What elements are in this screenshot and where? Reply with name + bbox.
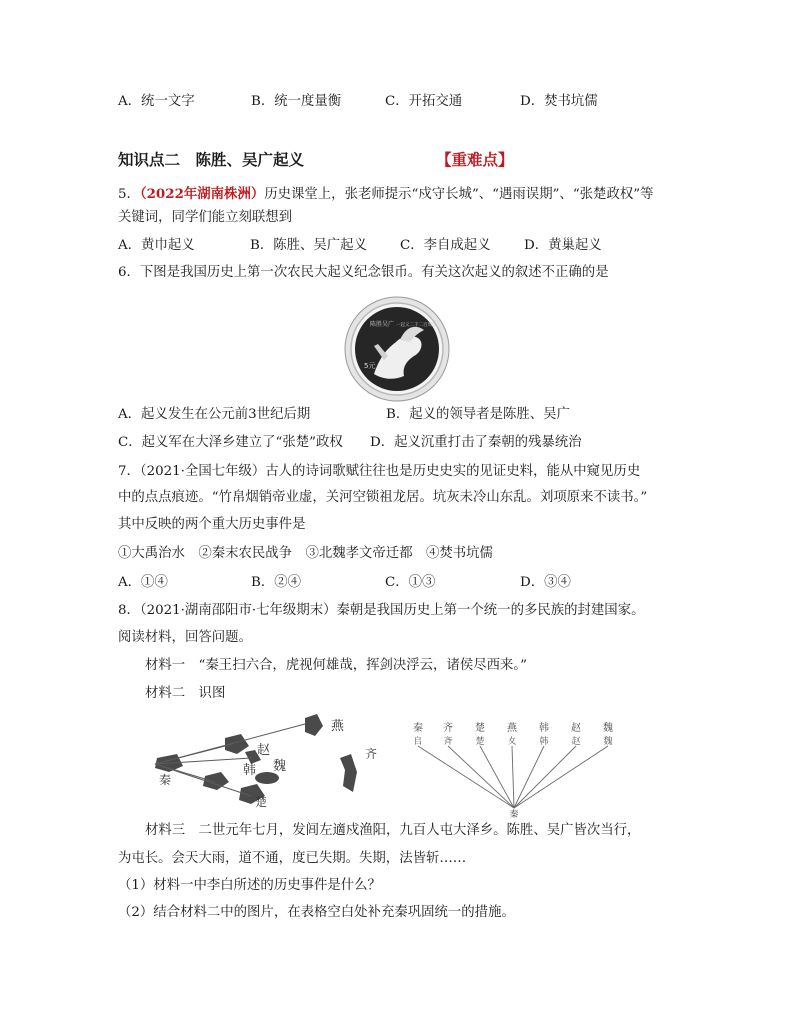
script-state-chu: 楚	[475, 723, 485, 734]
map1-label-chu: 楚	[255, 795, 268, 809]
q6-option-c: C．起义军在大泽乡建立了“张楚”政权	[118, 435, 343, 450]
script-line-zhao	[514, 746, 576, 808]
q5-option-c: C．李自成起义	[400, 238, 491, 253]
q7-stem-line1: 7．（2021·全国七年级）古人的诗词歌赋往往也是历史史实的见证史料，能从中窥见历史	[118, 464, 641, 479]
q5-number: 5．	[118, 187, 140, 202]
map1-label-qi: 齐	[365, 747, 378, 761]
coin-inscription-left: 陈胜吴广	[370, 321, 395, 328]
q6-option-a: A．起义发生在公元前3世纪后期	[118, 407, 311, 422]
difficulty-tag: 【重难点】	[436, 151, 514, 169]
q5-source: （2022年湖南株洲）	[139, 186, 265, 202]
script-unification-diagram	[406, 722, 626, 818]
q7-items: ①大禹治水 ②秦末农民战争 ③北魏孝文帝迁都 ④焚书坑儒	[118, 546, 493, 561]
script-line-chu	[480, 746, 514, 808]
q8-stem-line2: 阅读材料，回答问题。	[118, 630, 252, 645]
q6-option-d: D．起义沉重打击了秦朝的残暴统治	[370, 435, 582, 450]
q4-option-b: B．统一度量衡	[251, 94, 342, 109]
material-three-line1: 材料三 二世元年七月，发闾左適戍渔阳，九百人屯大泽乡。陈胜、吴广皆次当行，	[145, 823, 641, 838]
material-three-line2: 为屯长。会天大雨，道不通，度已失期。失期，法皆斩……	[118, 851, 467, 866]
q8-subquestion-2: （2）结合材料二中的图片，在表格空白处补充秦巩固统一的措施。	[118, 905, 515, 920]
script-glyph-chu: 楚	[475, 737, 485, 747]
q5-stem-line2: 关键词，同学们能立刻联想到	[118, 210, 293, 225]
q5-option-a: A．黄巾起义	[118, 238, 195, 253]
script-state-yan: 燕	[507, 723, 517, 734]
material-one: 材料一 “秦王扫六合，虎视何雄哉，挥剑决浮云，诸侯尽西来。”	[145, 658, 527, 673]
q5-text: 历史课堂上，张老师提示“戍守长城”、“遇雨误期”、“张楚政权”等	[264, 187, 654, 202]
q5-option-b: B．陈胜、吴广起义	[250, 238, 367, 253]
script-glyph-qin: 𠂤	[413, 737, 423, 747]
coin-inscription-right: 一起义二千二百周年	[396, 323, 437, 328]
map-region-yan	[305, 714, 323, 736]
q5-stem-line1	[118, 184, 653, 205]
script-glyph-han: 韩	[539, 737, 549, 747]
script-state-han: 韩	[539, 723, 549, 734]
q4-option-c: C．开拓交通	[385, 94, 463, 109]
q6-option-b: B．起义的领导者是陈胜、吴广	[386, 407, 570, 422]
q7-option-b: B．②④	[251, 575, 302, 590]
script-state-wei: 魏	[603, 723, 613, 734]
q7-option-c: C．①③	[385, 575, 436, 590]
script-line-qin	[418, 746, 514, 808]
map1-label-yan: 燕	[331, 719, 345, 734]
commemorative-coin-image	[344, 296, 450, 402]
script-line-yan	[512, 746, 514, 808]
six-states-unification-map	[145, 706, 390, 814]
q7-option-a: A．①④	[118, 575, 168, 590]
q8-stem-line1: 8．（2021·湖南邵阳市·七年级期末）秦朝是我国历史上第一个统一的多民族的封建国家。	[118, 603, 645, 618]
q4-option-a: A．统一文字	[118, 94, 195, 109]
q5-option-d: D．黄巢起义	[524, 238, 602, 253]
script-line-han	[514, 746, 544, 808]
q6-stem: 6．下图是我国历史上第一次农民大起义纪念银币。有关这次起义的叙述不正确的是	[118, 265, 609, 280]
script-glyph-qi: 斉	[443, 737, 453, 747]
script-state-zhao: 赵	[571, 723, 581, 734]
map1-label-han: 韩	[243, 763, 257, 778]
script-line-wei	[514, 746, 608, 808]
script-glyph-zhao: 赵	[571, 737, 581, 747]
q7-option-d: D．③④	[520, 575, 571, 590]
map-region-qi	[340, 754, 357, 792]
q7-stem-line2: 中的点点痕迹。“竹帛烟销帝业虚，关河空锁祖龙居。坑灰未冷山东乱。刘项原来不读书。”	[118, 490, 648, 505]
coin-denomination: 5元	[364, 362, 376, 370]
script-state-qi: 齐	[443, 723, 453, 734]
map1-label-wei: 魏	[273, 759, 287, 774]
script-glyph-wei: 魏	[603, 737, 613, 747]
q8-subquestion-1: （1）材料一中李白所述的历史事件是什么？	[118, 878, 381, 893]
q7-stem-line3: 其中反映的两个重大历史事件是	[118, 517, 306, 532]
script-glyph-yan: 夊	[507, 737, 517, 747]
map1-label-zhao: 赵	[257, 743, 271, 758]
section-title: 知识点二 陈胜、吴广起义	[118, 151, 305, 169]
map1-label-qin: 秦	[159, 773, 172, 787]
map-arrow-zhao	[155, 744, 233, 764]
script-state-qin: 秦	[413, 723, 423, 734]
material-two-label: 材料二 识图	[145, 686, 226, 701]
q4-option-d: D．焚书坑儒	[520, 94, 598, 109]
script-glyph-unified: 秦	[509, 810, 519, 818]
script-line-qi	[448, 746, 514, 808]
